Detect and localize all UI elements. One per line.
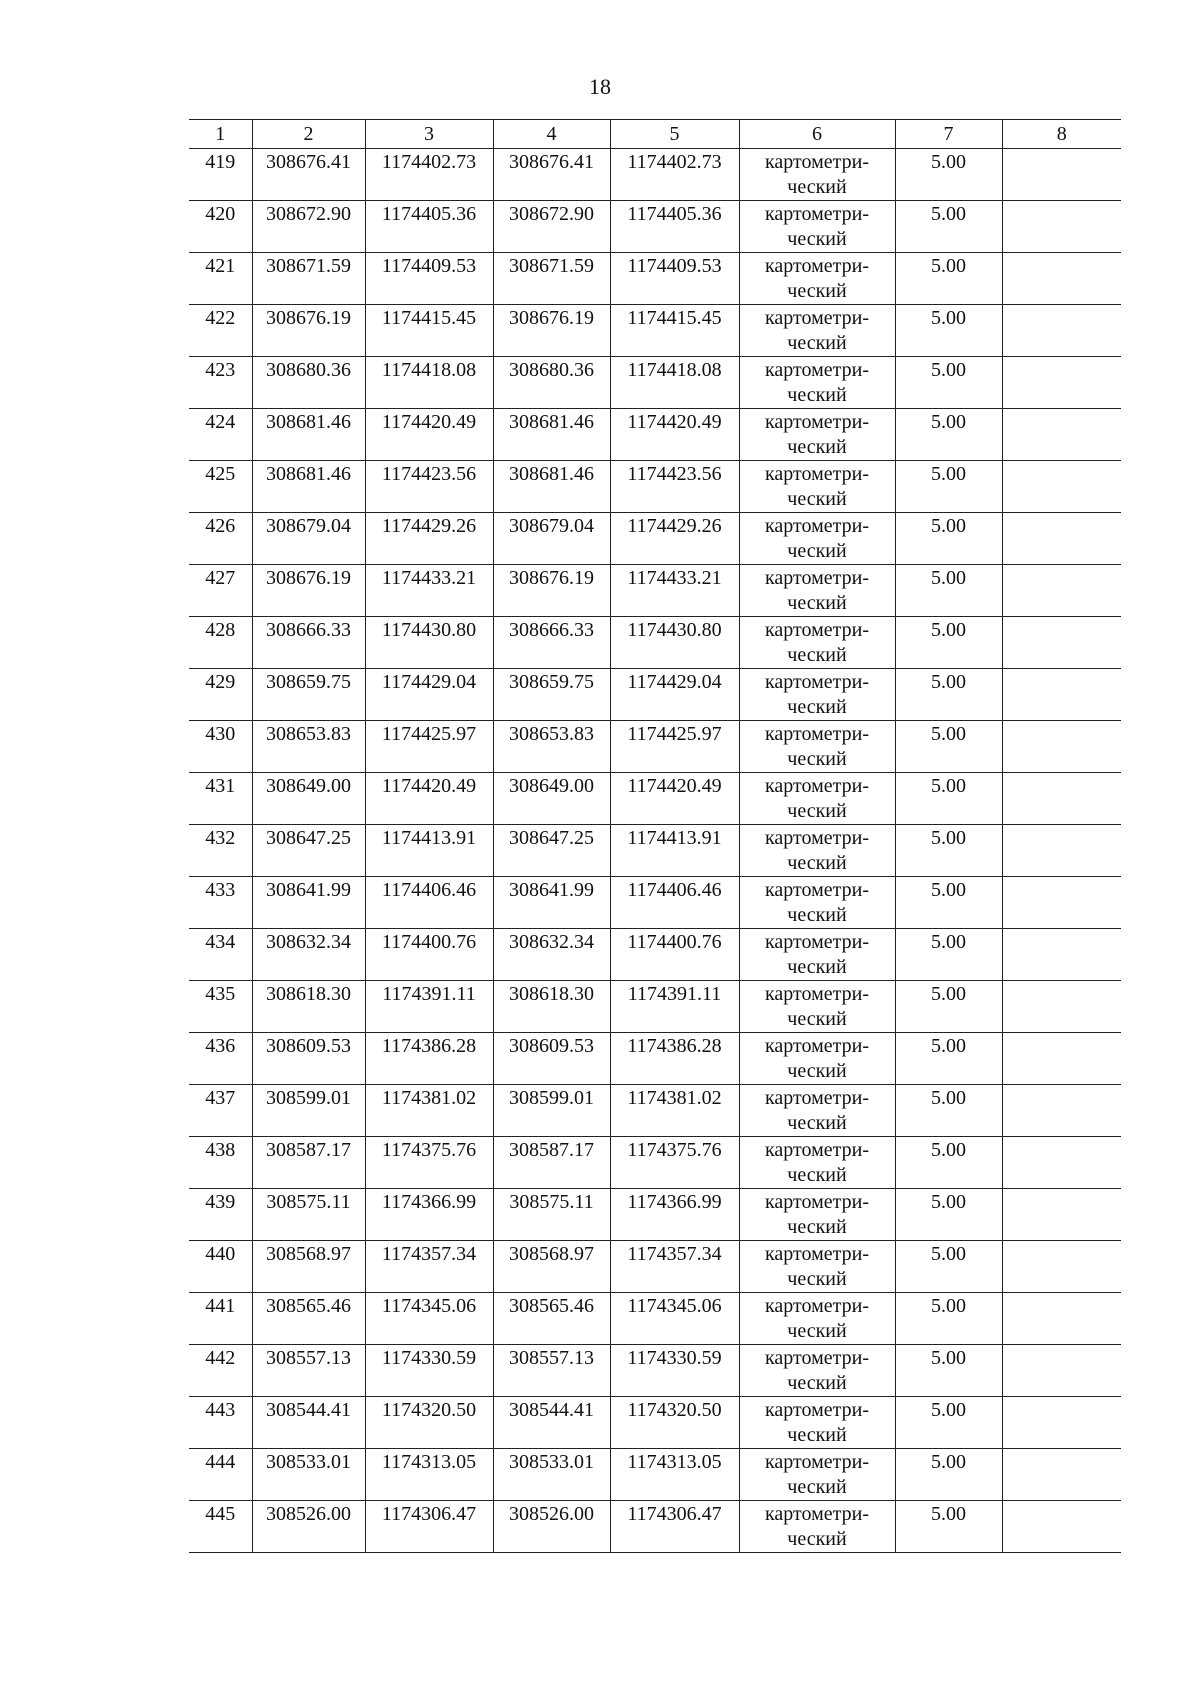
accuracy-cell: 5.00 — [895, 1189, 1002, 1241]
point-number-cell: 420 — [189, 201, 252, 253]
y-existing-cell: 1174381.02 — [365, 1085, 493, 1137]
table-row — [189, 1293, 1121, 1345]
accuracy-cell: 5.00 — [895, 721, 1002, 773]
point-number-cell: 443 — [189, 1397, 252, 1449]
x-existing-cell: 308544.41 — [252, 1397, 365, 1449]
table-row — [189, 1189, 1121, 1241]
x-existing-cell: 308653.83 — [252, 721, 365, 773]
table-row — [189, 877, 1121, 929]
accuracy-cell: 5.00 — [895, 513, 1002, 565]
table-row — [189, 1241, 1121, 1293]
table-row — [189, 1449, 1121, 1501]
table-row — [189, 1397, 1121, 1449]
x-existing-cell: 308676.19 — [252, 305, 365, 357]
y-existing-cell: 1174425.97 — [365, 721, 493, 773]
point-number-cell: 429 — [189, 669, 252, 721]
column-header-3: 3 — [365, 120, 493, 149]
x-existing-cell: 308568.97 — [252, 1241, 365, 1293]
y-existing-cell: 1174409.53 — [365, 253, 493, 305]
y-refined-cell: 1174430.80 — [610, 617, 739, 669]
y-existing-cell: 1174413.91 — [365, 825, 493, 877]
column-header-6: 6 — [739, 120, 895, 149]
accuracy-cell: 5.00 — [895, 357, 1002, 409]
notes-cell — [1002, 565, 1121, 617]
notes-cell — [1002, 929, 1121, 981]
x-refined-cell: 308587.17 — [493, 1137, 610, 1189]
column-header-2: 2 — [252, 120, 365, 149]
method-cell: картометри- ческий — [739, 1137, 895, 1189]
y-refined-cell: 1174429.26 — [610, 513, 739, 565]
point-number-cell: 424 — [189, 409, 252, 461]
y-refined-cell: 1174375.76 — [610, 1137, 739, 1189]
y-existing-cell: 1174429.26 — [365, 513, 493, 565]
y-refined-cell: 1174330.59 — [610, 1345, 739, 1397]
point-number-cell: 436 — [189, 1033, 252, 1085]
x-refined-cell: 308681.46 — [493, 409, 610, 461]
accuracy-cell: 5.00 — [895, 1241, 1002, 1293]
y-refined-cell: 1174386.28 — [610, 1033, 739, 1085]
x-existing-cell: 308533.01 — [252, 1449, 365, 1501]
point-number-cell: 441 — [189, 1293, 252, 1345]
notes-cell — [1002, 669, 1121, 721]
y-refined-cell: 1174433.21 — [610, 565, 739, 617]
y-refined-cell: 1174402.73 — [610, 149, 739, 201]
method-cell: картометри- ческий — [739, 1501, 895, 1553]
notes-cell — [1002, 1397, 1121, 1449]
x-existing-cell: 308647.25 — [252, 825, 365, 877]
column-header-4: 4 — [493, 120, 610, 149]
notes-cell — [1002, 721, 1121, 773]
y-refined-cell: 1174306.47 — [610, 1501, 739, 1553]
point-number-cell: 440 — [189, 1241, 252, 1293]
x-existing-cell: 308609.53 — [252, 1033, 365, 1085]
table-row — [189, 305, 1121, 357]
y-refined-cell: 1174406.46 — [610, 877, 739, 929]
y-refined-cell: 1174345.06 — [610, 1293, 739, 1345]
table-row — [189, 1137, 1121, 1189]
notes-cell — [1002, 201, 1121, 253]
accuracy-cell: 5.00 — [895, 201, 1002, 253]
x-existing-cell: 308672.90 — [252, 201, 365, 253]
x-existing-cell: 308679.04 — [252, 513, 365, 565]
accuracy-cell: 5.00 — [895, 773, 1002, 825]
x-refined-cell: 308526.00 — [493, 1501, 610, 1553]
x-refined-cell: 308568.97 — [493, 1241, 610, 1293]
header-row — [189, 120, 1121, 149]
table-row — [189, 721, 1121, 773]
y-existing-cell: 1174386.28 — [365, 1033, 493, 1085]
y-existing-cell: 1174320.50 — [365, 1397, 493, 1449]
y-existing-cell: 1174313.05 — [365, 1449, 493, 1501]
table-row — [189, 461, 1121, 513]
table-row — [189, 1033, 1121, 1085]
method-cell: картометри- ческий — [739, 1241, 895, 1293]
method-cell: картометри- ческий — [739, 357, 895, 409]
y-existing-cell: 1174366.99 — [365, 1189, 493, 1241]
accuracy-cell: 5.00 — [895, 1033, 1002, 1085]
point-number-cell: 432 — [189, 825, 252, 877]
y-existing-cell: 1174405.36 — [365, 201, 493, 253]
y-existing-cell: 1174433.21 — [365, 565, 493, 617]
y-refined-cell: 1174405.36 — [610, 201, 739, 253]
y-refined-cell: 1174409.53 — [610, 253, 739, 305]
point-number-cell: 430 — [189, 721, 252, 773]
table-row — [189, 409, 1121, 461]
method-cell: картометри- ческий — [739, 929, 895, 981]
point-number-cell: 439 — [189, 1189, 252, 1241]
y-existing-cell: 1174418.08 — [365, 357, 493, 409]
y-existing-cell: 1174420.49 — [365, 409, 493, 461]
method-cell: картометри- ческий — [739, 1345, 895, 1397]
y-refined-cell: 1174381.02 — [610, 1085, 739, 1137]
x-existing-cell: 308676.41 — [252, 149, 365, 201]
table-row — [189, 357, 1121, 409]
notes-cell — [1002, 305, 1121, 357]
accuracy-cell: 5.00 — [895, 669, 1002, 721]
accuracy-cell: 5.00 — [895, 617, 1002, 669]
method-cell: картометри- ческий — [739, 253, 895, 305]
y-existing-cell: 1174415.45 — [365, 305, 493, 357]
point-number-cell: 428 — [189, 617, 252, 669]
y-refined-cell: 1174418.08 — [610, 357, 739, 409]
column-header-1: 1 — [189, 120, 252, 149]
notes-cell — [1002, 1137, 1121, 1189]
y-refined-cell: 1174423.56 — [610, 461, 739, 513]
y-existing-cell: 1174306.47 — [365, 1501, 493, 1553]
method-cell: картометри- ческий — [739, 617, 895, 669]
y-existing-cell: 1174406.46 — [365, 877, 493, 929]
x-existing-cell: 308681.46 — [252, 461, 365, 513]
table-row — [189, 149, 1121, 201]
notes-cell — [1002, 1345, 1121, 1397]
x-refined-cell: 308676.19 — [493, 305, 610, 357]
x-existing-cell: 308526.00 — [252, 1501, 365, 1553]
x-existing-cell: 308641.99 — [252, 877, 365, 929]
point-number-cell: 435 — [189, 981, 252, 1033]
method-cell: картометри- ческий — [739, 409, 895, 461]
accuracy-cell: 5.00 — [895, 253, 1002, 305]
y-refined-cell: 1174313.05 — [610, 1449, 739, 1501]
y-existing-cell: 1174330.59 — [365, 1345, 493, 1397]
x-existing-cell: 308680.36 — [252, 357, 365, 409]
method-cell: картометри- ческий — [739, 825, 895, 877]
notes-cell — [1002, 149, 1121, 201]
table-row — [189, 201, 1121, 253]
table-row — [189, 1501, 1121, 1553]
method-cell: картометри- ческий — [739, 1189, 895, 1241]
accuracy-cell: 5.00 — [895, 1449, 1002, 1501]
table-row — [189, 565, 1121, 617]
notes-cell — [1002, 1501, 1121, 1553]
accuracy-cell: 5.00 — [895, 1293, 1002, 1345]
table-row — [189, 513, 1121, 565]
coordinates-table — [189, 119, 1121, 1553]
notes-cell — [1002, 1293, 1121, 1345]
x-existing-cell: 308666.33 — [252, 617, 365, 669]
x-refined-cell: 308533.01 — [493, 1449, 610, 1501]
x-refined-cell: 308647.25 — [493, 825, 610, 877]
y-existing-cell: 1174345.06 — [365, 1293, 493, 1345]
x-refined-cell: 308653.83 — [493, 721, 610, 773]
accuracy-cell: 5.00 — [895, 981, 1002, 1033]
method-cell: картометри- ческий — [739, 305, 895, 357]
x-existing-cell: 308557.13 — [252, 1345, 365, 1397]
method-cell: картометри- ческий — [739, 201, 895, 253]
x-refined-cell: 308632.34 — [493, 929, 610, 981]
x-existing-cell: 308575.11 — [252, 1189, 365, 1241]
method-cell: картометри- ческий — [739, 1293, 895, 1345]
table-row — [189, 1085, 1121, 1137]
method-cell: картометри- ческий — [739, 149, 895, 201]
notes-cell — [1002, 461, 1121, 513]
y-refined-cell: 1174357.34 — [610, 1241, 739, 1293]
table-body — [189, 149, 1121, 1553]
point-number-cell: 427 — [189, 565, 252, 617]
y-refined-cell: 1174400.76 — [610, 929, 739, 981]
table-row — [189, 617, 1121, 669]
y-refined-cell: 1174425.97 — [610, 721, 739, 773]
accuracy-cell: 5.00 — [895, 1137, 1002, 1189]
method-cell: картометри- ческий — [739, 773, 895, 825]
x-existing-cell: 308632.34 — [252, 929, 365, 981]
x-refined-cell: 308649.00 — [493, 773, 610, 825]
accuracy-cell: 5.00 — [895, 1085, 1002, 1137]
point-number-cell: 444 — [189, 1449, 252, 1501]
y-existing-cell: 1174391.11 — [365, 981, 493, 1033]
method-cell: картометри- ческий — [739, 981, 895, 1033]
method-cell: картометри- ческий — [739, 565, 895, 617]
x-existing-cell: 308659.75 — [252, 669, 365, 721]
x-refined-cell: 308680.36 — [493, 357, 610, 409]
point-number-cell: 437 — [189, 1085, 252, 1137]
method-cell: картометри- ческий — [739, 1085, 895, 1137]
x-refined-cell: 308681.46 — [493, 461, 610, 513]
notes-cell — [1002, 1189, 1121, 1241]
notes-cell — [1002, 1241, 1121, 1293]
point-number-cell: 442 — [189, 1345, 252, 1397]
y-refined-cell: 1174413.91 — [610, 825, 739, 877]
accuracy-cell: 5.00 — [895, 825, 1002, 877]
x-refined-cell: 308565.46 — [493, 1293, 610, 1345]
y-existing-cell: 1174357.34 — [365, 1241, 493, 1293]
column-header-5: 5 — [610, 120, 739, 149]
point-number-cell: 438 — [189, 1137, 252, 1189]
y-refined-cell: 1174429.04 — [610, 669, 739, 721]
x-existing-cell: 308676.19 — [252, 565, 365, 617]
y-existing-cell: 1174375.76 — [365, 1137, 493, 1189]
method-cell: картометри- ческий — [739, 877, 895, 929]
point-number-cell: 431 — [189, 773, 252, 825]
y-existing-cell: 1174430.80 — [365, 617, 493, 669]
x-existing-cell: 308671.59 — [252, 253, 365, 305]
method-cell: картометри- ческий — [739, 1397, 895, 1449]
notes-cell — [1002, 773, 1121, 825]
method-cell: картометри- ческий — [739, 721, 895, 773]
x-refined-cell: 308618.30 — [493, 981, 610, 1033]
method-cell: картометри- ческий — [739, 669, 895, 721]
accuracy-cell: 5.00 — [895, 877, 1002, 929]
point-number-cell: 425 — [189, 461, 252, 513]
x-refined-cell: 308676.19 — [493, 565, 610, 617]
x-refined-cell: 308609.53 — [493, 1033, 610, 1085]
y-existing-cell: 1174402.73 — [365, 149, 493, 201]
x-refined-cell: 308671.59 — [493, 253, 610, 305]
y-existing-cell: 1174429.04 — [365, 669, 493, 721]
table-row — [189, 1345, 1121, 1397]
point-number-cell: 445 — [189, 1501, 252, 1553]
x-existing-cell: 308681.46 — [252, 409, 365, 461]
x-existing-cell: 308618.30 — [252, 981, 365, 1033]
point-number-cell: 419 — [189, 149, 252, 201]
point-number-cell: 434 — [189, 929, 252, 981]
method-cell: картометри- ческий — [739, 513, 895, 565]
accuracy-cell: 5.00 — [895, 305, 1002, 357]
table-row — [189, 981, 1121, 1033]
x-refined-cell: 308575.11 — [493, 1189, 610, 1241]
accuracy-cell: 5.00 — [895, 1501, 1002, 1553]
y-refined-cell: 1174420.49 — [610, 773, 739, 825]
notes-cell — [1002, 1033, 1121, 1085]
point-number-cell: 421 — [189, 253, 252, 305]
x-refined-cell: 308679.04 — [493, 513, 610, 565]
x-refined-cell: 308544.41 — [493, 1397, 610, 1449]
table-row — [189, 253, 1121, 305]
point-number-cell: 422 — [189, 305, 252, 357]
y-refined-cell: 1174391.11 — [610, 981, 739, 1033]
notes-cell — [1002, 357, 1121, 409]
accuracy-cell: 5.00 — [895, 461, 1002, 513]
notes-cell — [1002, 981, 1121, 1033]
y-refined-cell: 1174420.49 — [610, 409, 739, 461]
notes-cell — [1002, 513, 1121, 565]
x-refined-cell: 308557.13 — [493, 1345, 610, 1397]
y-refined-cell: 1174366.99 — [610, 1189, 739, 1241]
method-cell: картометри- ческий — [739, 1449, 895, 1501]
table-row — [189, 825, 1121, 877]
point-number-cell: 433 — [189, 877, 252, 929]
x-existing-cell: 308599.01 — [252, 1085, 365, 1137]
accuracy-cell: 5.00 — [895, 149, 1002, 201]
x-refined-cell: 308672.90 — [493, 201, 610, 253]
accuracy-cell: 5.00 — [895, 1345, 1002, 1397]
notes-cell — [1002, 617, 1121, 669]
table-row — [189, 669, 1121, 721]
y-existing-cell: 1174420.49 — [365, 773, 493, 825]
x-refined-cell: 308659.75 — [493, 669, 610, 721]
notes-cell — [1002, 253, 1121, 305]
notes-cell — [1002, 1449, 1121, 1501]
y-refined-cell: 1174415.45 — [610, 305, 739, 357]
y-refined-cell: 1174320.50 — [610, 1397, 739, 1449]
point-number-cell: 423 — [189, 357, 252, 409]
table-row — [189, 929, 1121, 981]
x-existing-cell: 308649.00 — [252, 773, 365, 825]
y-existing-cell: 1174400.76 — [365, 929, 493, 981]
table-row — [189, 773, 1121, 825]
notes-cell — [1002, 825, 1121, 877]
column-header-8: 8 — [1002, 120, 1121, 149]
table-header — [189, 120, 1121, 149]
x-existing-cell: 308587.17 — [252, 1137, 365, 1189]
x-existing-cell: 308565.46 — [252, 1293, 365, 1345]
x-refined-cell: 308666.33 — [493, 617, 610, 669]
accuracy-cell: 5.00 — [895, 929, 1002, 981]
x-refined-cell: 308599.01 — [493, 1085, 610, 1137]
x-refined-cell: 308641.99 — [493, 877, 610, 929]
column-header-7: 7 — [895, 120, 1002, 149]
page-number: 18 — [589, 74, 611, 99]
notes-cell — [1002, 877, 1121, 929]
x-refined-cell: 308676.41 — [493, 149, 610, 201]
point-number-cell: 426 — [189, 513, 252, 565]
accuracy-cell: 5.00 — [895, 1397, 1002, 1449]
notes-cell — [1002, 409, 1121, 461]
notes-cell — [1002, 1085, 1121, 1137]
y-existing-cell: 1174423.56 — [365, 461, 493, 513]
accuracy-cell: 5.00 — [895, 565, 1002, 617]
accuracy-cell: 5.00 — [895, 409, 1002, 461]
method-cell: картометри- ческий — [739, 1033, 895, 1085]
method-cell: картометри- ческий — [739, 461, 895, 513]
